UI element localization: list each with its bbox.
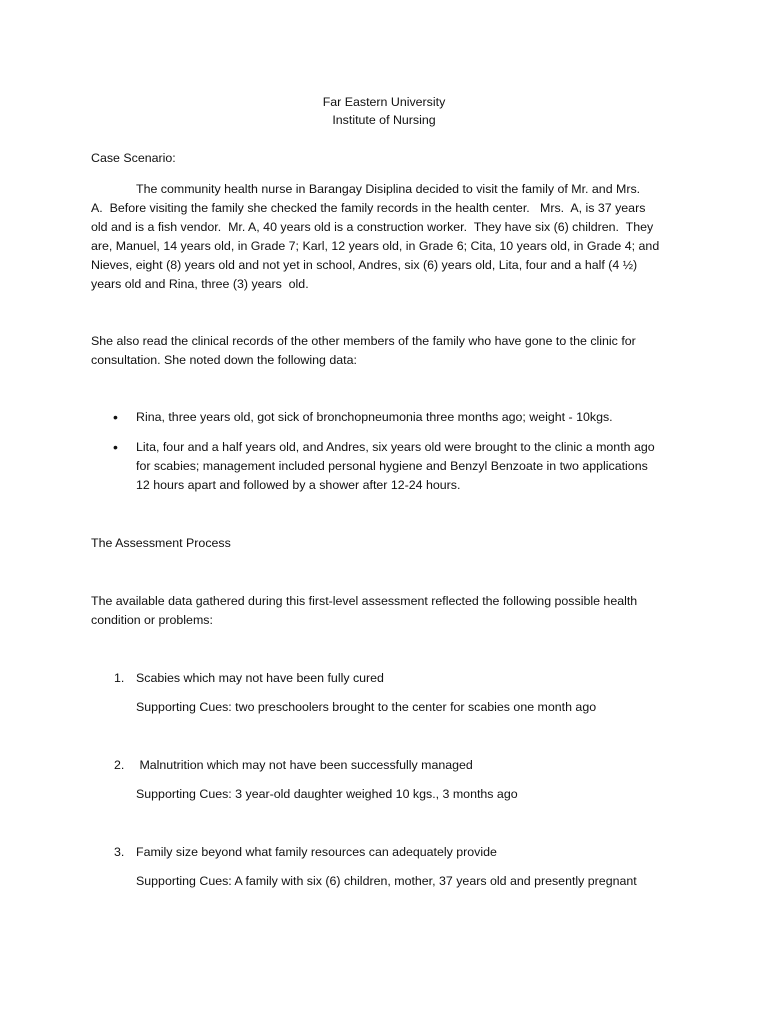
institute-name: Institute of Nursing xyxy=(332,113,436,127)
bullet-line: for scabies; management included personal hygiene and Benzyl Benzoate in two applications xyxy=(136,459,648,473)
records-line: She also read the clinical records of the other members of the family who have gone to the clinic for xyxy=(91,334,636,348)
assessment-line: The available data gathered during this first-level assessment reflected the following possible health xyxy=(91,594,638,608)
case-scenario-heading: Case Scenario: xyxy=(91,151,176,165)
bullet-line: 12 hours apart and followed by a shower after 12-24 hours. xyxy=(136,478,461,492)
records-line: consultation. She noted down the following data: xyxy=(91,353,357,367)
intro-line: years old and Rina, three (3) years old. xyxy=(91,277,309,291)
problem-title: Family size beyond what family resources can adequately provide xyxy=(136,845,497,859)
intro-line: A. Before visiting the family she checked the family records in the health center. Mrs. A, is 37 years xyxy=(91,201,646,215)
problem-number: 1. xyxy=(114,671,125,685)
intro-line: The community health nurse in Barangay Disiplina decided to visit the family of Mr. and Mrs. xyxy=(136,182,641,196)
problem-title: Scabies which may not have been fully cured xyxy=(136,671,384,685)
problem-cues: Supporting Cues: A family with six (6) children, mother, 37 years old and presently pregnant xyxy=(136,874,637,888)
university-name: Far Eastern University xyxy=(322,95,446,109)
bullet-line: Rina, three years old, got sick of bronchopneumonia three months ago; weight - 10kgs. xyxy=(136,410,613,424)
problem-cues: Supporting Cues: 3 year-old daughter weighed 10 kgs., 3 months ago xyxy=(136,787,518,801)
bullet-line: Lita, four and a half years old, and Andres, six years old were brought to the clinic a month ago xyxy=(136,440,655,454)
problem-cues: Supporting Cues: two preschoolers brought to the center for scabies one month ago xyxy=(136,700,597,714)
assessment-heading: The Assessment Process xyxy=(91,536,231,550)
intro-line: Nieves, eight (8) years old and not yet in school, Andres, six (6) years old, Lita, four and a half (4 ½) xyxy=(91,258,638,272)
problem-title: Malnutrition which may not have been successfully managed xyxy=(136,758,473,772)
problem-number: 2. xyxy=(114,758,125,772)
problem-number: 3. xyxy=(114,845,125,859)
assessment-line: condition or problems: xyxy=(91,613,213,627)
bullet-icon: • xyxy=(113,439,118,455)
intro-line: are, Manuel, 14 years old, in Grade 7; Karl, 12 years old, in Grade 6; Cita, 10 years old, in Grade 4; and xyxy=(91,239,660,253)
bullet-icon: • xyxy=(113,409,118,425)
intro-line: old and is a fish vendor. Mr. A, 40 years old is a construction worker. They have six (6) children. They xyxy=(91,220,654,234)
